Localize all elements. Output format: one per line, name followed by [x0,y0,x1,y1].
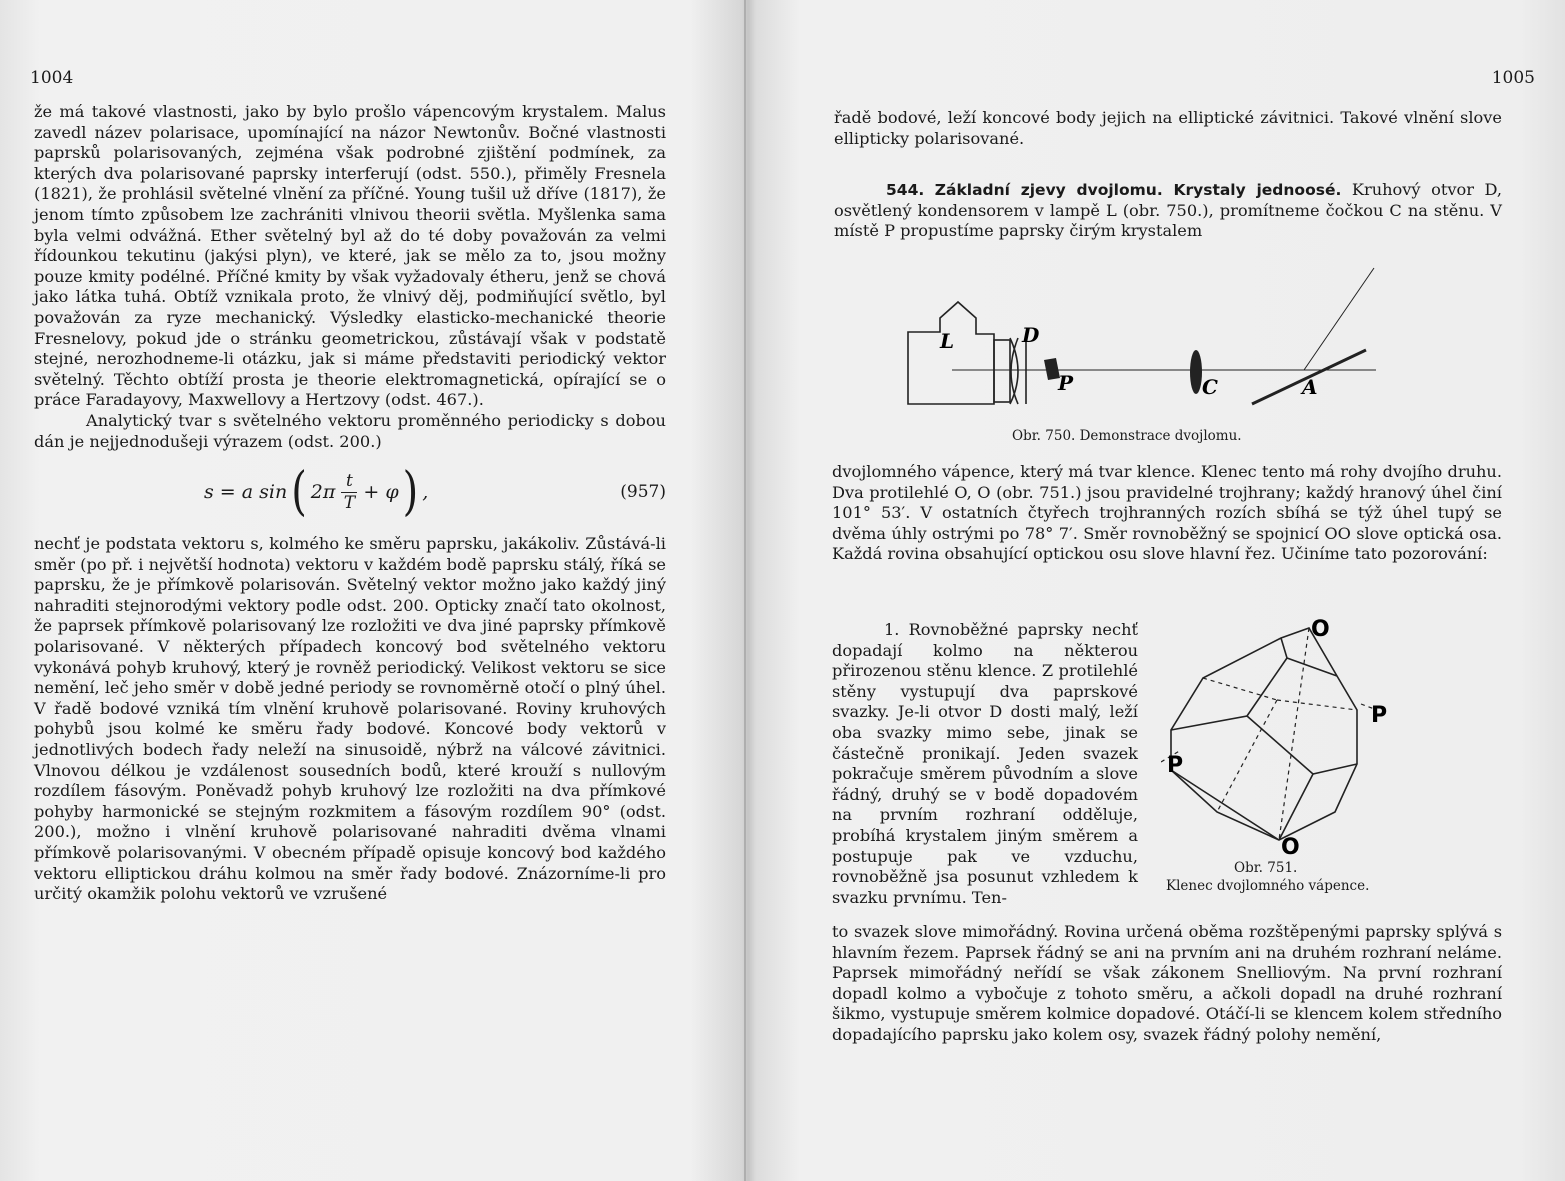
label-l: L [940,329,955,353]
section-544 [834,180,1502,242]
condenser-mount [994,340,1010,402]
section-title: Základní zjevy dvojlomu. Krystaly jednoosé. [934,181,1342,199]
left-paragraph-2: Analytický tvar s světelného vektoru proměnného periodicky s dobou dán je nejjednodušeji výrazem (odst. 200.) [34,410,666,451]
right-text-top [834,108,1502,149]
equation-open-paren: ( [291,461,307,522]
figure-750-caption: Obr. 750. Demonstrace dvojlomu. [1012,428,1242,444]
right-paragraph-2 [834,180,1502,242]
lamp-housing [908,302,994,404]
label-d: D [1022,323,1040,347]
condenser-lens-2 [1011,338,1018,404]
right-text-bottom [832,922,1502,1046]
equation-lhs: s = a sin [204,480,288,503]
page-number-left: 1004 [30,68,74,88]
left-paragraph-3: nechť je podstata vektoru s, kolmého ke směru paprsku, jakákoliv. Zůstává-li směr (po př. i největší hodnota) vektoru v každém bodě paprsku stálý, říká se paprsku, že je přímkově polarisován. Světelný vektor možno jako každý jiný nahraditi stejnorodými vektory podle odst. 200. Opticky značí tato okolnost, že paprsek přímkově polarisovaný lze rozložiti ve dva jiné paprsky přímkově polarisované. V některých případech koncový bod světelného vektoru vykonává pohyb kruhový, který je rovněž periodický. Velikost vektoru se sice nemění, leč jeho směr v době jedné periody se rovnoměrně otočí o plný úhel. V řadě bodové vzniká tím vlnění kruhově polarisované. Roviny kruhových pohybů jsou kolmé ke směru řady bodové. Koncové body vektorů v jednotlivých bodech řady neleží na sinusoidě, nýbrž na válcové závitnici. Vlnovou délkou je vzdálenost sousedních bodů, které krouží s nullovým rozdílem fásovým. Poněvadž pohyb kruhový lze rozložiti na dva přímkové pohyby harmonické se stejným rozkmitem a fásovým rozdílem 90° (odst. 200.), možno i vlnění kruhově polarisované nahraditi dvěma vlnami přímkově polarisovanými. V obecném případě opisuje koncový bod každého vektoru elliptickou dráhu kolmou na směr řady bodové. Znázorníme-li pro určitý okamžik polohu vektorů ve vzrušené [34,534,666,904]
left-paragraph-1: že má takové vlastnosti, jako by bylo prošlo vápencovým krystalem. Malus zavedl název polarisace, upomínající na názor Newtonův. Bočné vlastnosti paprsků polarisovaných, zejména však podrobné zjištění podmínek, za kterých dva polarisované paprsky interferují (odst. 550.), přiměly Fresnela (1821), že prohlásil světelné vlnění za příčné. Young tušil už dříve (1817), že jenom tímto způsobem lze zachrániti vlnivou theorii světla. Myšlenka sama byla velmi odvážná. Ether světelný byl až do té doby považován za velmi řídounkou tekutinu (jakýsi plyn), ve které, jak se mělo za to, jsou možny pouze kmity podélné. Příčné kmity by však vyžadovaly étheru, jenž se chová jako látka tuhá. Obtíž vznikala proto, že vlnivý děj, podmiňující světlo, byl považován za ryze mechanický. Výsledky elasticko-mechanické theorie Fresnelovy, pokud jde o stránku geometrickou, zůstávají však v podstatě stejné, nerozhodneme-li otázku, jak si máme představiti periodický vektor světelný. Těchto obtíží prosta je theorie elektromagnetická, opírající se o práce Faradayovy, Maxwellovy a Hertzovy (odst. 467.). [34,102,666,410]
label-p-right: P [1371,703,1388,728]
label-o-top: O [1311,617,1330,642]
equation-trailing-comma: , [422,480,429,503]
left-page [0,0,744,1181]
right-paragraph-3: dvojlomného vápence, který má tvar klence. Klenec tento má rohy dvojího druhu. Dva protilehlé O, O (obr. 751.) jsou pravidelné trojhrany; každý hranový úhel činí 101° 53′. V ostatních čtyřech trojhranných rozích sbíhá se týž úhel tupý se dvěma úhly ostrými po 78° 7′. Směr rovnoběžný se spojnicí OO slove optická osa. Každá rovina obsahující optickou osu slove hlavní řez. Učiníme tato pozorování: [832,462,1502,564]
edge-front-right [1247,716,1357,774]
figure-750-diagram [896,262,1386,422]
edge-bottom-left [1171,770,1279,840]
label-p: P [1058,371,1074,395]
edge-top [1281,638,1337,676]
crystal-outline [1171,628,1357,840]
reflected-ray [1304,268,1374,370]
label-c: C [1202,375,1218,399]
figure-751-rhombohedron [1161,612,1443,858]
equation-formula [204,461,429,522]
figure-751-caption-text: Klenec dvojlomného vápence. [1166,878,1370,894]
equation-plus-phi: + φ [363,480,399,503]
label-p-left: P [1167,753,1184,778]
section-number: 544. [886,181,925,199]
section-text: Kruhový otvor D, osvětlený kondensorem v lampě L (obr. 750.), promítneme čočkou C na stěnu. V místě P propustíme paprsky čirým krystalem [834,180,1502,241]
hidden-edge-2 [1277,700,1357,710]
equation-957 [34,454,666,530]
right-text-middle [832,462,1502,565]
label-o-bottom: O [1281,835,1300,858]
right-text-wrap [832,620,1138,908]
edge-bottom [1279,774,1313,840]
right-paragraph-5: to svazek slove mimořádný. Rovina určená oběma rozštěpenými paprsky splývá s hlavním řezem. Paprsek řádný se ani na prvním ani na druhém rozhraní neláme. Paprsek mimořádný neřídí se však zákonem Snelliovým. Na první rozhraní dopadl kolmo a vybočuje z tohoto směru, a ačkoli dopadl na druhé rozhraní šikmo, vystupuje směrem kolmice dopadové. Otáčí-li se klencem kolem středního dopadajícího paprsku jako kolem osy, svazek řádný polohy nemění, [832,922,1502,1044]
page-number-right: 1005 [1491,68,1535,88]
equation-number: (957) [620,481,666,502]
equation-two-pi: 2π [310,480,336,503]
equation-close-paren: ) [402,461,419,522]
left-text-column [34,102,666,905]
right-paragraph-1: řadě bodové, leží koncové body jejich na elliptické závitnici. Takové vlnění slove ellipticky polarisované. [834,108,1502,148]
equation-fraction [341,471,357,513]
figure-751-caption-number: Obr. 751. [1234,860,1298,876]
right-paragraph-4: 1. Rovnoběžné paprsky nechť dopadají kolmo na některou přirozenou stěnu klence. Z protilehlé stěny vystupují dva paprskové svazky. Je-li otvor D dosti malý, leží oba svazky mimo sebe, jinak se částečně pronikají. Jeden svazek pokračuje směrem původním a slove řádný, druhý se v bodě dopadovém na prvním rozhraní odděluje, probíhá krystalem jiným směrem a postupuje pak ve vzduchu, rovnoběžně jsa posunut vzhledem k svazku prvnímu. Ten- [832,620,1138,907]
edge-front-left [1171,658,1287,730]
right-page [746,0,1565,1181]
label-a: A [1302,375,1318,399]
equation-numerator: t [345,471,353,491]
lens-c [1190,350,1202,394]
equation-denominator: T [343,492,356,513]
